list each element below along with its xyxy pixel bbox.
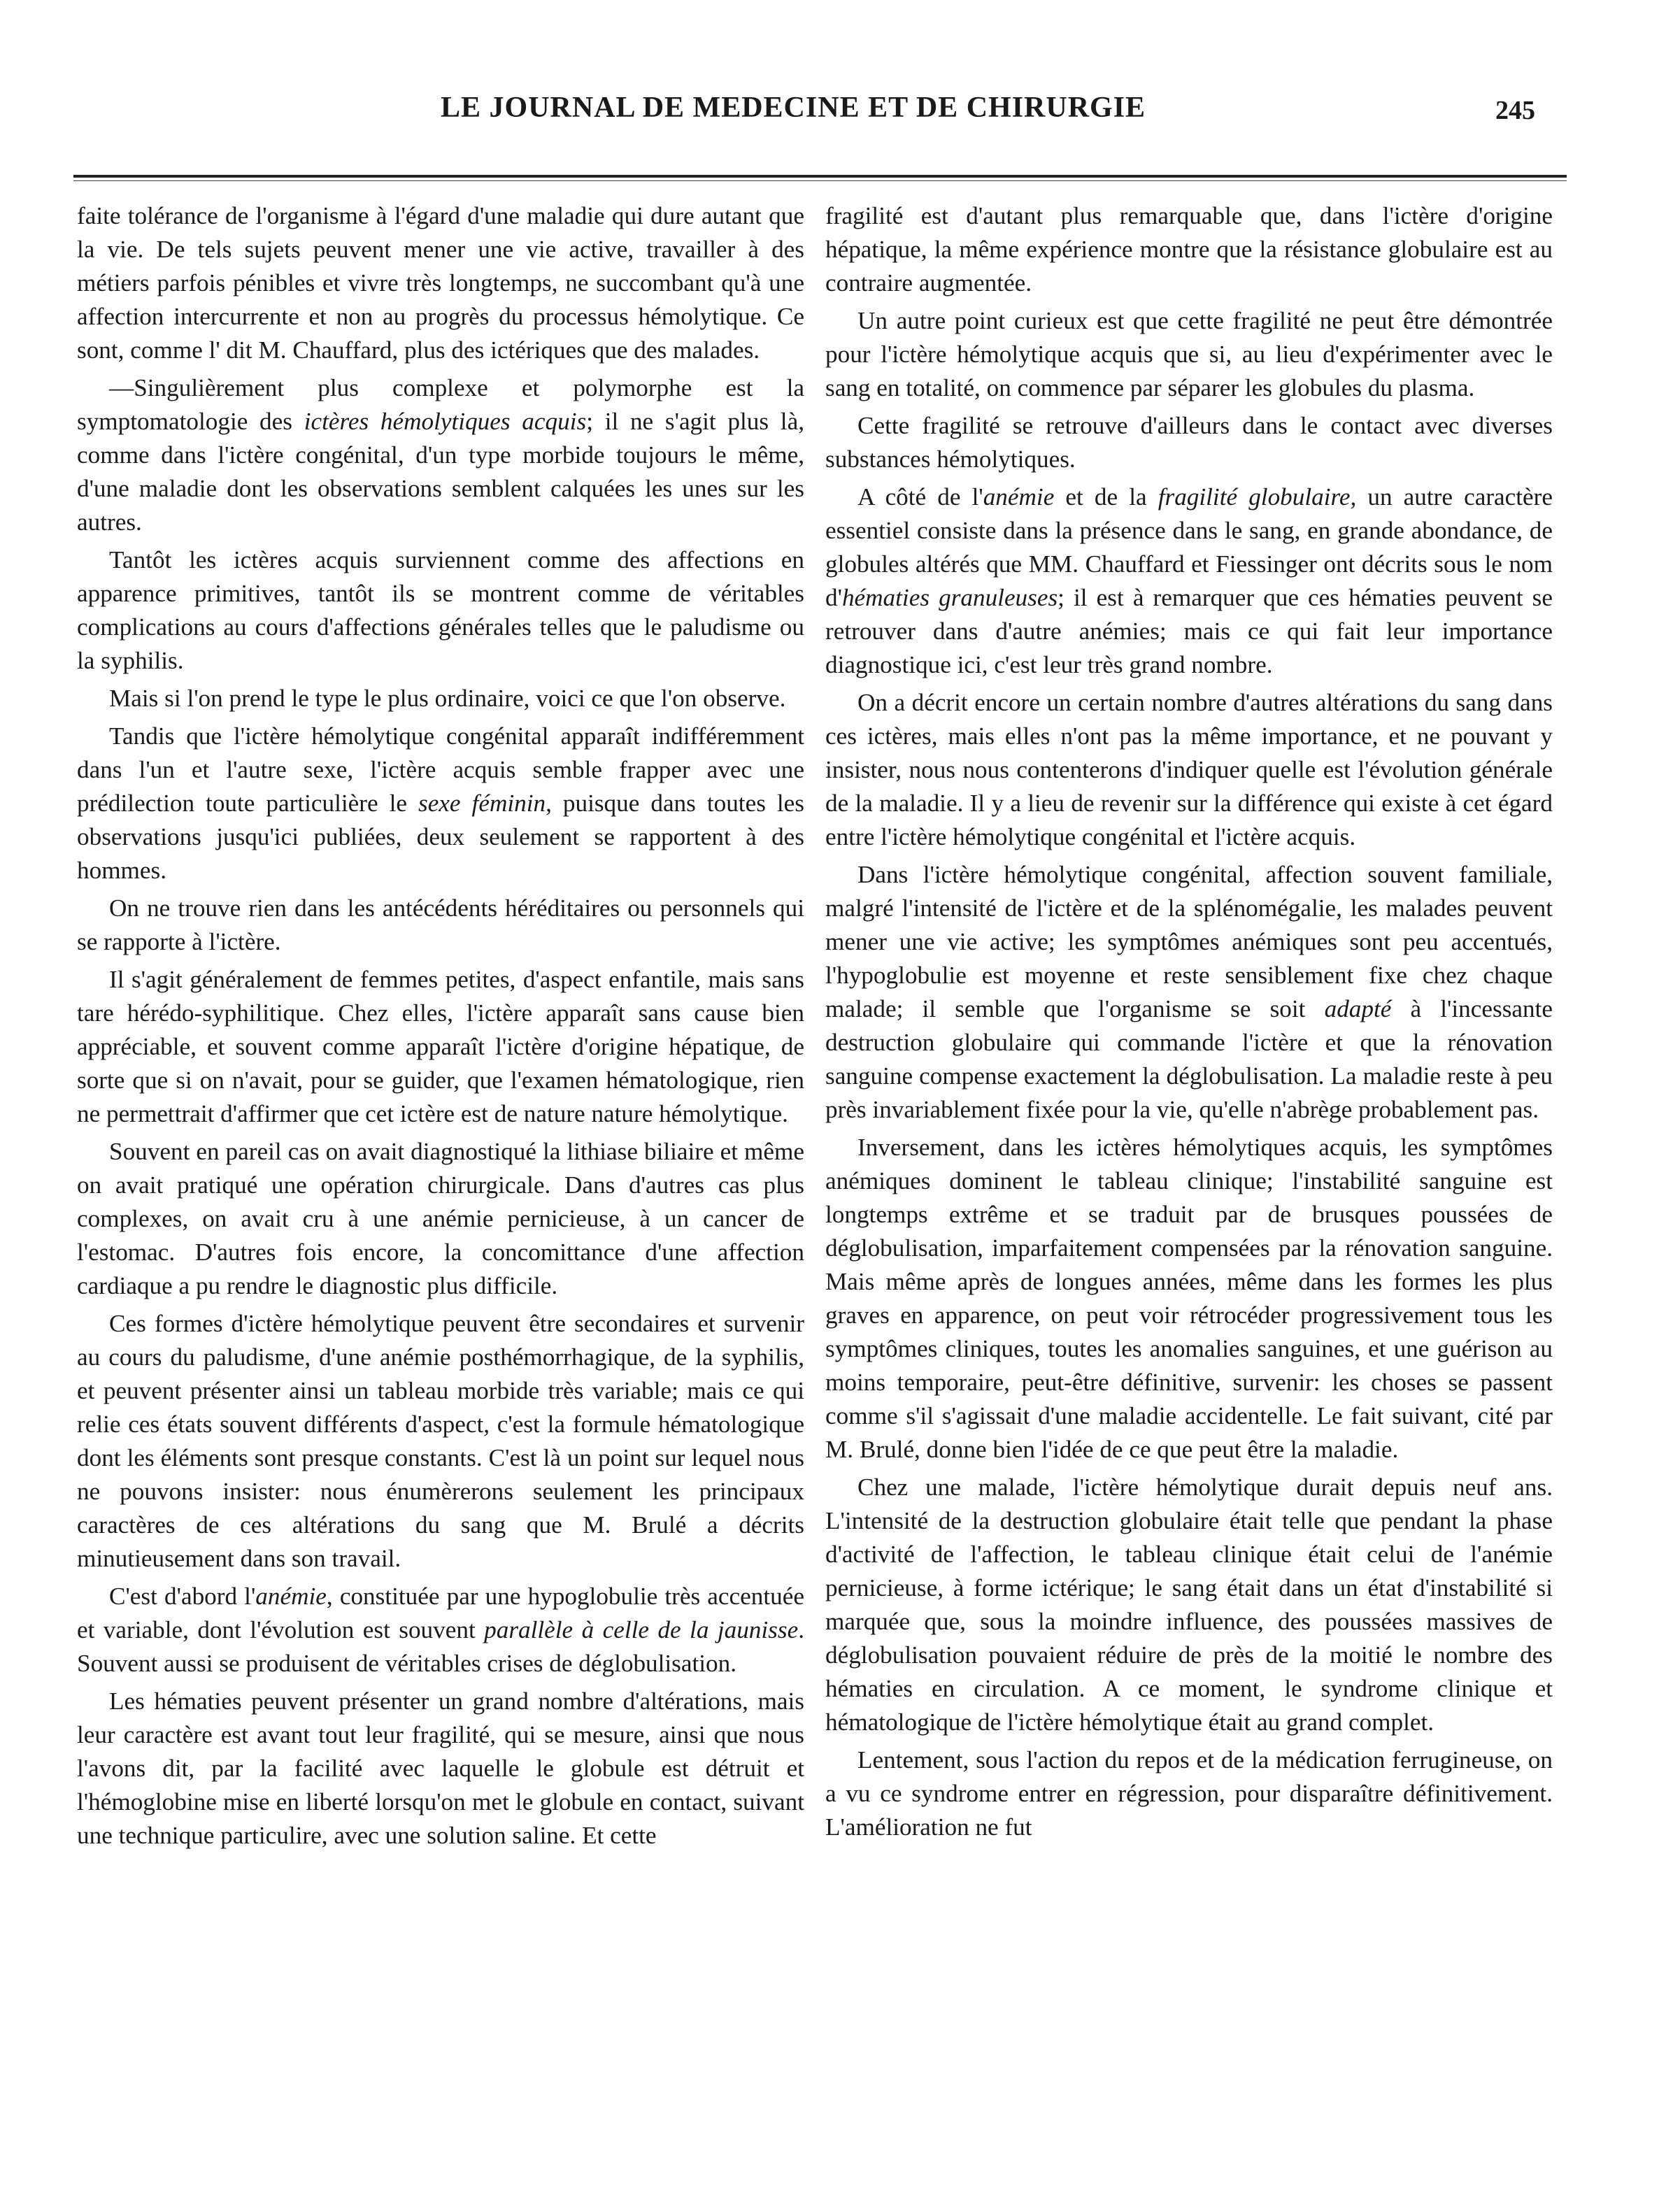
paragraph: Lentement, sous l'action du repos et de la médication ferrugineuse, on a vu ce syndrome entrer en régression, pour disparaître définitivement. L'amélioration ne fut <box>825 1746 1553 1841</box>
paragraph: On a décrit encore un certain nombre d'autres altérations du sang dans ces ictères, mais elles n'ont pas la même importance, et ne pouvant y insister, nous nous contenterons d'indiquer quelle est l'évolution générale de la maladie. Il y a lieu de revenir sur la différence qui existe à cet égard entre l'ictère hémolytique congénital et l'ictère acquis. <box>825 689 1553 850</box>
paragraph: Mais si l'on prend le type le plus ordinaire, voici ce que l'on observe. <box>109 685 786 712</box>
paragraph: C'est d'abord l'anémie, constituée par une hypoglobulie très accentuée et variable, dont l'évolution est souvent parallèle à celle de la jaunisse. Souvent aussi se produisent de véritables crises de déglobulisation. <box>77 1583 804 1677</box>
paragraph: fragilité est d'autant plus remarquable que, dans l'ictère d'origine hépatique, la même expérience montre que la résistance globulaire est au contraire augmentée. <box>825 202 1553 297</box>
paragraph: Chez une malade, l'ictère hémolytique durait depuis neuf ans. L'intensité de la destruction globulaire était telle que pendant la phase d'activité de l'affection, le tableau clinique était celui de l'anémie pernicieuse, à forme ictérique; le sang était dans un état d'instabilité si marquée que, sous la moindre influence, des poussées massives de déglobulisation pouvaient réduire de près de la moitié le nombre des hématies en circulation. A ce moment, le syndrome clinique et hématologique de l'ictère hémolytique était au grand complet. <box>825 1474 1553 1736</box>
paragraph: Les hématies peuvent présenter un grand nombre d'altérations, mais leur caractère est avant tout leur fragilité, qui se mesure, ainsi que nous l'avons dit, par la facilité avec laquelle le globule est détruit et l'hémoglobine mise en liberté lorsqu'on met le globule en contact, suivant une technique particulire, avec une solution saline. Et cette <box>77 1687 804 1849</box>
paragraph: faite tolérance de l'organisme à l'égard d'une maladie qui dure autant que la vie. De tels sujets peuvent mener une vie active, travailler à des métiers parfois pénibles et vivre très longtemps, ne succombant qu'à une affection intercurrente et non au progrès du processus hémolytique. Ce sont, comme l' dit M. Chauffard, plus des ictériques que des malades. <box>77 202 804 364</box>
paragraph: Cette fragilité se retrouve d'ailleurs dans le contact avec diverses substances hémolytiques. <box>825 412 1553 473</box>
right-column <box>825 199 1553 2171</box>
paragraph: Ces formes d'ictère hémolytique peuvent être secondaires et survenir au cours du paludisme, d'une anémie posthémorrhagique, de la syphilis, et peuvent présenter ainsi un tableau morbide très variable; mais ce qui relie ces états souvent différents d'aspect, c'est la formule hématologique dont les éléments sont presque constants. C'est là un point sur lequel nous ne pouvons insister: nous énumèrerons seulement les principaux caractères de ces altérations du sang que M. Brulé a décrits minutieusement dans son travail. <box>77 1310 804 1572</box>
page-number: 245 <box>1495 96 1535 125</box>
paragraph: Dans l'ictère hémolytique congénital, affection souvent familiale, malgré l'intensité de l'ictère et de la splénomégalie, les malades peuvent mener une vie active; les symptômes anémiques sont peu accentués, l'hypoglobulie est moyenne et reste sensiblement fixe chez chaque malade; il semble que l'organisme se soit adapté à l'incessante destruction globulaire qui commande l'ictère et que la rénovation sanguine compense exactement la déglobulisation. La maladie reste à peu près invariablement fixée pour la vie, qu'elle n'abrège probablement pas. <box>825 861 1553 1123</box>
paragraph: Inversement, dans les ictères hémolytiques acquis, les symptômes anémiques dominent le tableau clinique; l'instabilité sanguine est longtemps extrême et se traduit par de brusques poussées de déglobulisation, imparfaitement compensées par la rénovation sanguine. Mais même après de longues années, même dans les formes les plus graves en apparence, on peut voir rétrocéder progressivement tous les symptômes cliniques, toutes les anomalies sanguines, et une guérison au moins temporaire, peut-être définitive, survenir: les choses se passent comme s'il s'agissait d'une maladie accidentelle. Le fait suivant, cité par M. Brulé, donne bien l'idée de ce que peut être la maladie. <box>825 1134 1553 1463</box>
running-title: LE JOURNAL DE MEDECINE ET DE CHIRURGIE <box>441 92 1146 124</box>
paragraph: A côté de l'anémie et de la fragilité globulaire, un autre caractère essentiel consiste dans la présence dans le sang, en grande abondance, de globules altérés que MM. Chauffard et Fiessinger ont décrits sous le nom d'hématies granuleuses; il est à remarquer que ces hématies peuvent se retrouver dans d'autre anémies; mais ce qui fait leur importance diagnostique ici, c'est leur très grand nombre. <box>825 483 1553 678</box>
paragraph: On ne trouve rien dans les antécédents héréditaires ou personnels qui se rapporte à l'ictère. <box>77 894 804 955</box>
header-rule-thin <box>73 180 1567 181</box>
page-header <box>77 91 1563 147</box>
paragraph: —Singulièrement plus complexe et polymorphe est la symptomatologie des ictères hémolytiques acquis; il ne s'agit plus là, comme dans l'ictère congénital, d'un type morbide toujours le même, d'une maladie dont les observations semblent calquées les unes sur les autres. <box>77 374 804 536</box>
paragraph: Souvent en pareil cas on avait diagnostiqué la lithiase biliaire et même on avait pratiqué une opération chirurgicale. Dans d'autres cas plus complexes, on avait cru à une anémie pernicieuse, à un cancer de l'estomac. D'autres fois encore, la concomittance d'une affection cardiaque a pu rendre le diagnostic plus difficile. <box>77 1138 804 1299</box>
paragraph: Tandis que l'ictère hémolytique congénital apparaît indifféremment dans l'un et l'autre sexe, l'ictère acquis semble frapper avec une prédilection toute particulière le sexe féminin, puisque dans toutes les observations jusqu'ici publiées, deux seulement se rapportent à des hommes. <box>77 722 804 884</box>
paragraph: Tantôt les ictères acquis surviennent comme des affections en apparence primitives, tantôt ils se montrent comme de véritables complications au cours d'affections générales telles que le paludisme ou la syphilis. <box>77 546 804 674</box>
paragraph: Un autre point curieux est que cette fragilité ne peut être démontrée pour l'ictère hémolytique acquis que si, au lieu d'expérimenter avec le sang en totalité, on commence par séparer les globules du plasma. <box>825 307 1553 401</box>
left-column <box>77 199 804 2171</box>
header-rule <box>73 175 1567 178</box>
paragraph: Il s'agit généralement de femmes petites, d'aspect enfantile, mais sans tare hérédo-syphilitique. Chez elles, l'ictère apparaît sans cause bien appréciable, et souvent comme apparaît l'ictère d'origine hépatique, de sorte que si on n'avait, pour se guider, que l'examen hématologique, rien ne permettrait d'affirmer que cet ictère est de nature nature hémolytique. <box>77 966 804 1127</box>
